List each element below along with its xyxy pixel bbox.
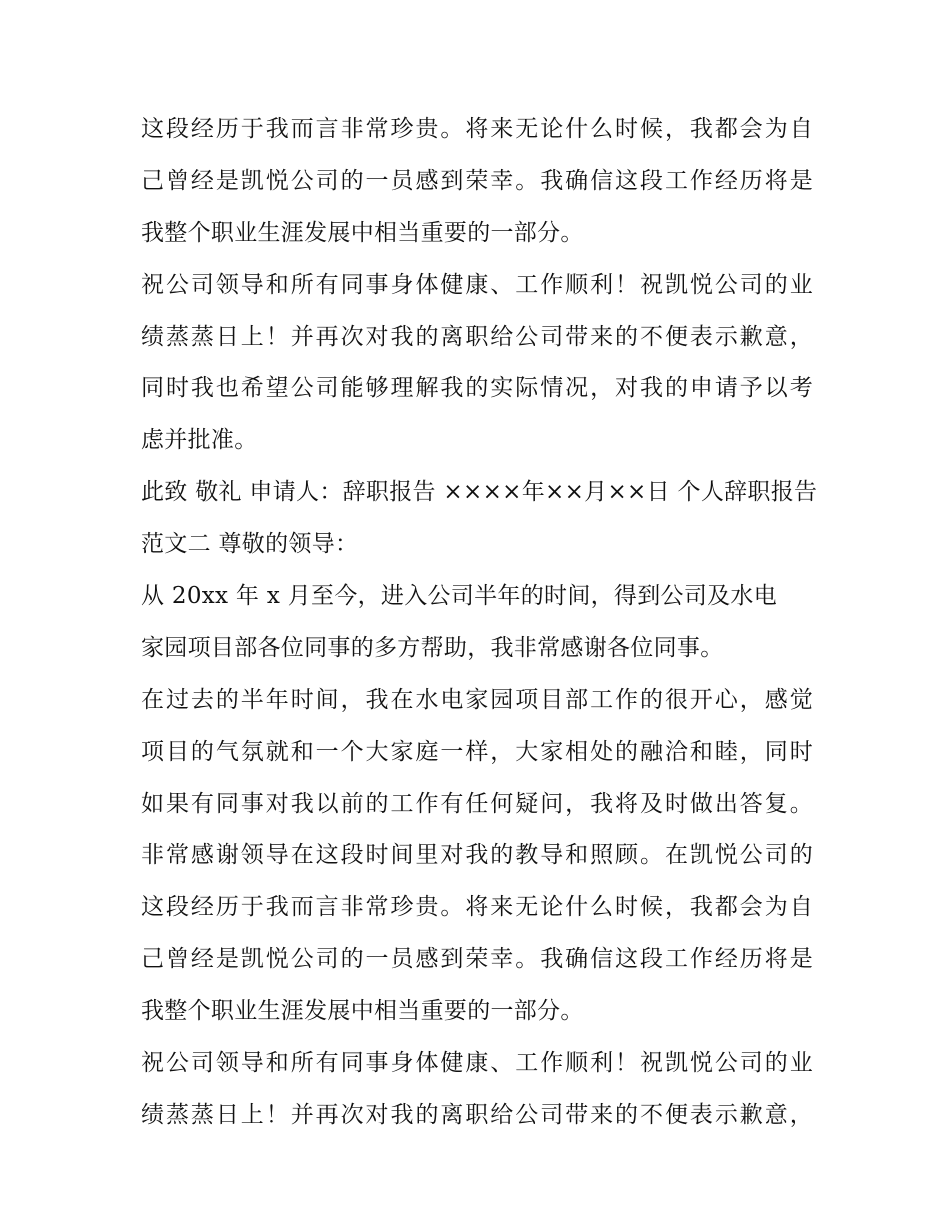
text-line: 祝公司领导和所有同事身体健康、工作顺利！祝凯悦公司的业 (141, 271, 813, 298)
text-line: 我整个职业生涯发展中相当重要的一部分。 (141, 998, 584, 1025)
text-line: 虑并批准。 (141, 427, 258, 454)
text-line: 绩蒸蒸日上！并再次对我的离职给公司带来的不便表示歉意， (141, 323, 813, 350)
text-line: 在过去的半年时间，我在水电家园项目部工作的很开心，感觉 (141, 686, 813, 713)
text-line: 非常感谢领导在这段时间里对我的教导和照顾。在凯悦公司的 (141, 842, 813, 869)
text-line: 家园项目部各位同事的多方帮助，我非常感谢各位同事。 (141, 634, 724, 661)
text-line: 此致 敬礼 申请人：辞职报告 ××××年××月××日 个人辞职报告 (141, 479, 818, 506)
text-line: 绩蒸蒸日上！并再次对我的离职给公司带来的不便表示歉意， (141, 1101, 813, 1128)
text-line: 项目的气氛就和一个大家庭一样，大家相处的融洽和睦，同时 (141, 738, 813, 765)
document-body (141, 104, 818, 1142)
text-line: 己曾经是凯悦公司的一员感到荣幸。我确信这段工作经历将是 (141, 167, 813, 194)
text-line: 这段经历于我而言非常珍贵。将来无论什么时候，我都会为自 (141, 894, 813, 921)
text-line: 如果有同事对我以前的工作有任何疑问，我将及时做出答复。 (141, 790, 813, 817)
text-line: 己曾经是凯悦公司的一员感到荣幸。我确信这段工作经历将是 (141, 946, 813, 973)
text-line: 我整个职业生涯发展中相当重要的一部分。 (141, 219, 584, 246)
text-line: 这段经历于我而言非常珍贵。将来无论什么时候，我都会为自 (141, 116, 813, 142)
text-line: 祝公司领导和所有同事身体健康、工作顺利！祝凯悦公司的业 (141, 1050, 813, 1077)
text-line: 范文二 尊敬的领导： (141, 531, 359, 558)
text-line: 同时我也希望公司能够理解我的实际情况，对我的申请予以考 (141, 375, 813, 402)
text-line: 从 20xx 年 x 月至今，进入公司半年的时间，得到公司及水电 (141, 583, 778, 610)
